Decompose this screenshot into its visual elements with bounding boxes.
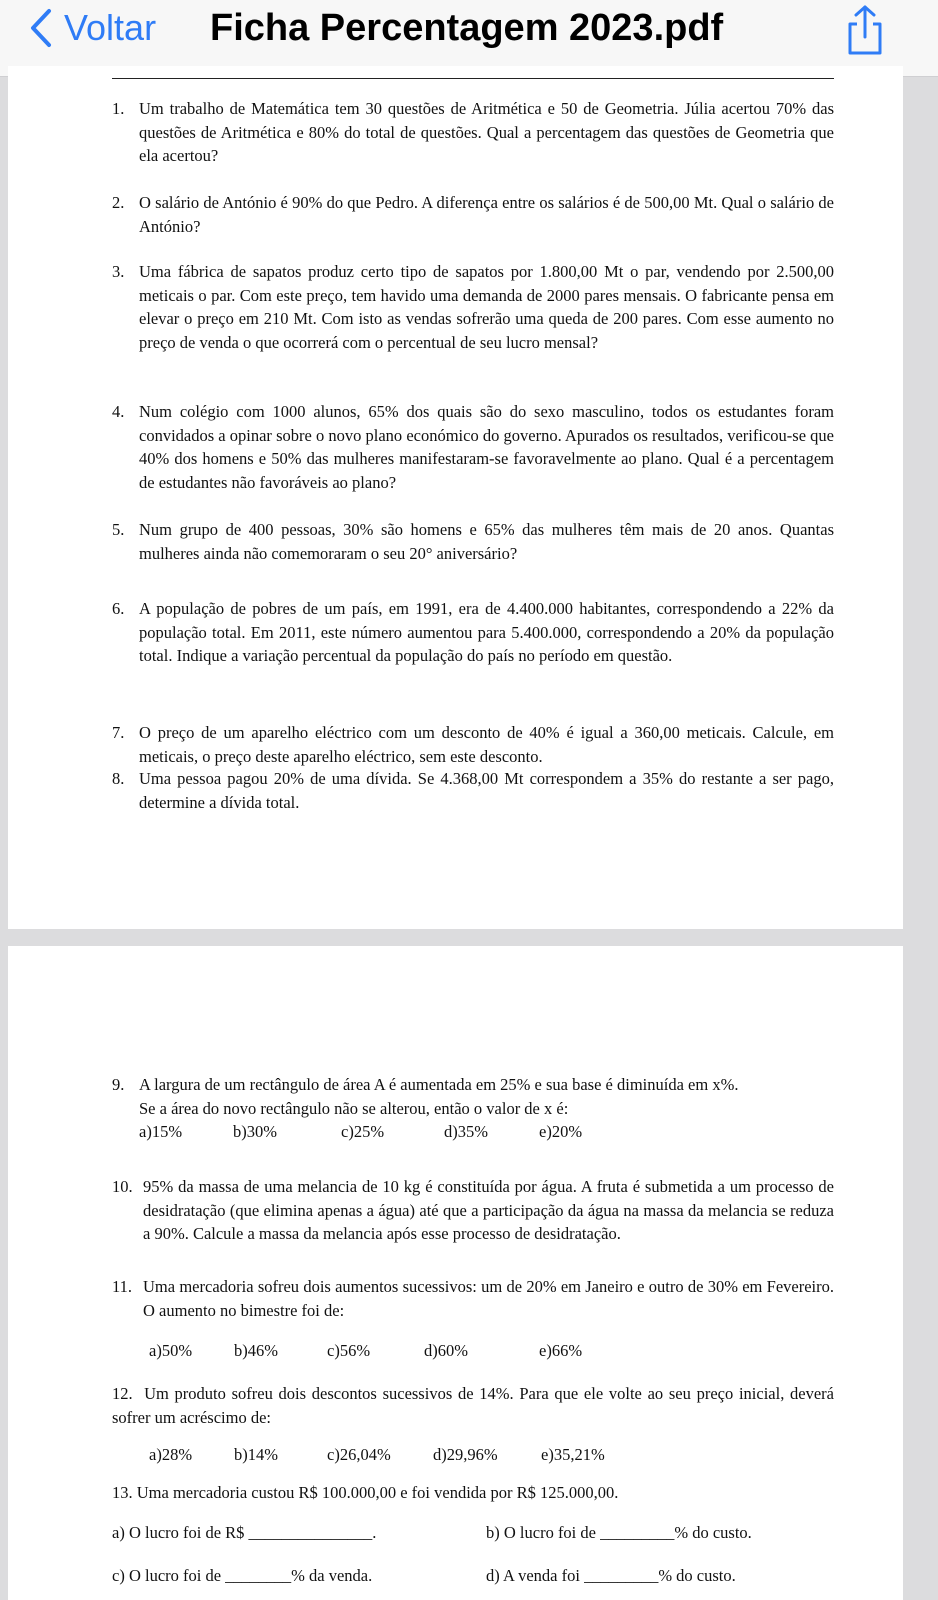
document-title: Ficha Percentagem 2023.pdf (210, 7, 724, 49)
pdf-page-2 (8, 946, 903, 1600)
option-c: c)56% (327, 1341, 371, 1360)
question-text-line-2: Se a área do novo rectângulo não se alterou, então o valor de x é: (139, 1098, 569, 1118)
pdf-page-1 (8, 66, 903, 929)
question-13-item-a: a) O lucro foi de R$ _______________. (112, 1523, 377, 1542)
question-12 (112, 1382, 834, 1429)
option-d: d)29,96% (433, 1445, 498, 1464)
share-icon (840, 4, 890, 56)
question-number: 5. (112, 520, 125, 539)
question-number: 9. (112, 1075, 125, 1094)
question-number: 8. (112, 769, 125, 788)
option-d: d)35% (444, 1122, 488, 1141)
question-text: Num colégio com 1000 alunos, 65% dos quais são do sexo masculino, todos os estudantes foram convidados a opinar sobre o novo plano económico do governo. Apurados os resultados, verificou-se que 40% dos homens e 50% das mulheres manifestaram-se favoravelmente ao plano. Qual é a percentagem de estudantes não favoráveis ao plano? (139, 402, 834, 492)
option-c: c)26,04% (327, 1445, 391, 1464)
share-button[interactable] (840, 4, 890, 56)
header-rule (112, 78, 834, 79)
question-13-item-d: d) A venda foi _________% do custo. (486, 1566, 736, 1585)
question-text: 95% da massa de uma melancia de 10 kg é constituída por água. A fruta é submetida a um processo de desidratação (que elimina apenas a água) até que a participação da água na massa da melancia se reduza a 90%. Calcule a massa da melancia após esse processo de desidratação. (143, 1177, 834, 1243)
question-text: Uma fábrica de sapatos produz certo tipo de sapatos por 1.800,00 Mt o par, vendendo por 2.500,00 meticais o par. Com este preço, tem havido uma demanda de 2000 pares mensais. O fabricante pensa em elevar o preço em 210 Mt. Com isto as vendas sofrerão uma queda de 200 pares. Com esse aumento no preço de venda o que ocorrerá com o percentual de seu lucro mensal? (139, 262, 834, 352)
option-c: c)25% (341, 1122, 385, 1141)
question-13 (112, 1481, 834, 1505)
question-3 (112, 260, 834, 354)
question-10 (112, 1175, 834, 1246)
option-d: d)60% (424, 1341, 468, 1360)
question-1 (112, 97, 834, 168)
question-number: 10. (112, 1177, 133, 1196)
question-body: Um produto sofreu dois descontos sucessivos de 14%. Para que ele volte ao seu preço inicial, deverá sofrer um acréscimo de: (112, 1384, 835, 1427)
question-9 (112, 1073, 834, 1120)
chevron-left-icon (30, 8, 52, 48)
question-2 (112, 191, 834, 238)
question-13-item-c: c) O lucro foi de ________% da venda. (112, 1566, 373, 1585)
question-text: Num grupo de 400 pessoas, 30% são homens e 65% das mulheres têm mais de 20 anos. Quantas mulheres ainda não comemoraram o seu 20° aniversário? (139, 520, 834, 563)
question-body: Uma mercadoria custou R$ 100.000,00 e foi vendida por R$ 125.000,00. (136, 1483, 619, 1502)
question-number: 12. (112, 1384, 133, 1403)
question-text: Um trabalho de Matemática tem 30 questões de Aritmética e 50 de Geometria. Júlia acertou 70% das questões de Aritmética e 80% do total de questões. Qual a percentagem das questões de Geometria que ela acertou? (139, 99, 834, 165)
question-text: O preço de um aparelho eléctrico com um desconto de 40% é igual a 360,00 meticais. Calcule, em meticais, o preço deste aparelho eléctrico, sem este desconto. (139, 723, 834, 766)
question-11 (112, 1275, 834, 1322)
question-13-item-b: b) O lucro foi de _________% do custo. (486, 1523, 752, 1542)
option-b: b)46% (234, 1341, 278, 1360)
question-text (112, 1382, 834, 1429)
question-text: Uma pessoa pagou 20% de uma dívida. Se 4.368,00 Mt correspondem a 35% do restante a ser pago, determine a dívida total. (139, 769, 834, 812)
question-7 (112, 721, 834, 768)
back-label: Voltar (64, 7, 157, 48)
question-8 (112, 767, 834, 814)
option-e: e)66% (539, 1341, 583, 1360)
question-4 (112, 400, 834, 494)
question-text (112, 1481, 834, 1505)
question-text: A população de pobres de um país, em 1991, era de 4.400.000 habitantes, correspondendo a 22% da população total. Em 2011, este número aumentou para 5.400.000, correspondendo a 20% da população total. Indique a variação percentual da população do país no período em questão. (139, 599, 834, 665)
question-5 (112, 518, 834, 565)
question-number: 1. (112, 99, 125, 118)
option-a: a)28% (149, 1445, 193, 1464)
question-number: 6. (112, 599, 125, 618)
option-a: a)50% (149, 1341, 193, 1360)
option-b: b)30% (233, 1122, 277, 1141)
question-number: 4. (112, 402, 125, 421)
question-number: 3. (112, 262, 125, 281)
question-number: 11. (112, 1277, 133, 1296)
option-e: e)35,21% (541, 1445, 605, 1464)
question-text: Uma mercadoria sofreu dois aumentos sucessivos: um de 20% em Janeiro e outro de 30% em Fevereiro. O aumento no bimestre foi de: (143, 1277, 834, 1320)
back-button[interactable] (30, 4, 156, 52)
question-6 (112, 597, 834, 668)
option-e: e)20% (539, 1122, 583, 1141)
question-text: O salário de António é 90% do que Pedro. A diferença entre os salários é de 500,00 Mt. Qual o salário de António? (139, 193, 834, 236)
option-b: b)14% (234, 1445, 278, 1464)
question-text-line-1: A largura de um rectângulo de área A é aumentada em 25% e sua base é diminuída em x%. (139, 1075, 739, 1094)
question-number: 2. (112, 193, 125, 212)
question-number: 13. (112, 1483, 133, 1502)
question-number: 7. (112, 723, 125, 742)
option-a: a)15% (139, 1122, 183, 1141)
